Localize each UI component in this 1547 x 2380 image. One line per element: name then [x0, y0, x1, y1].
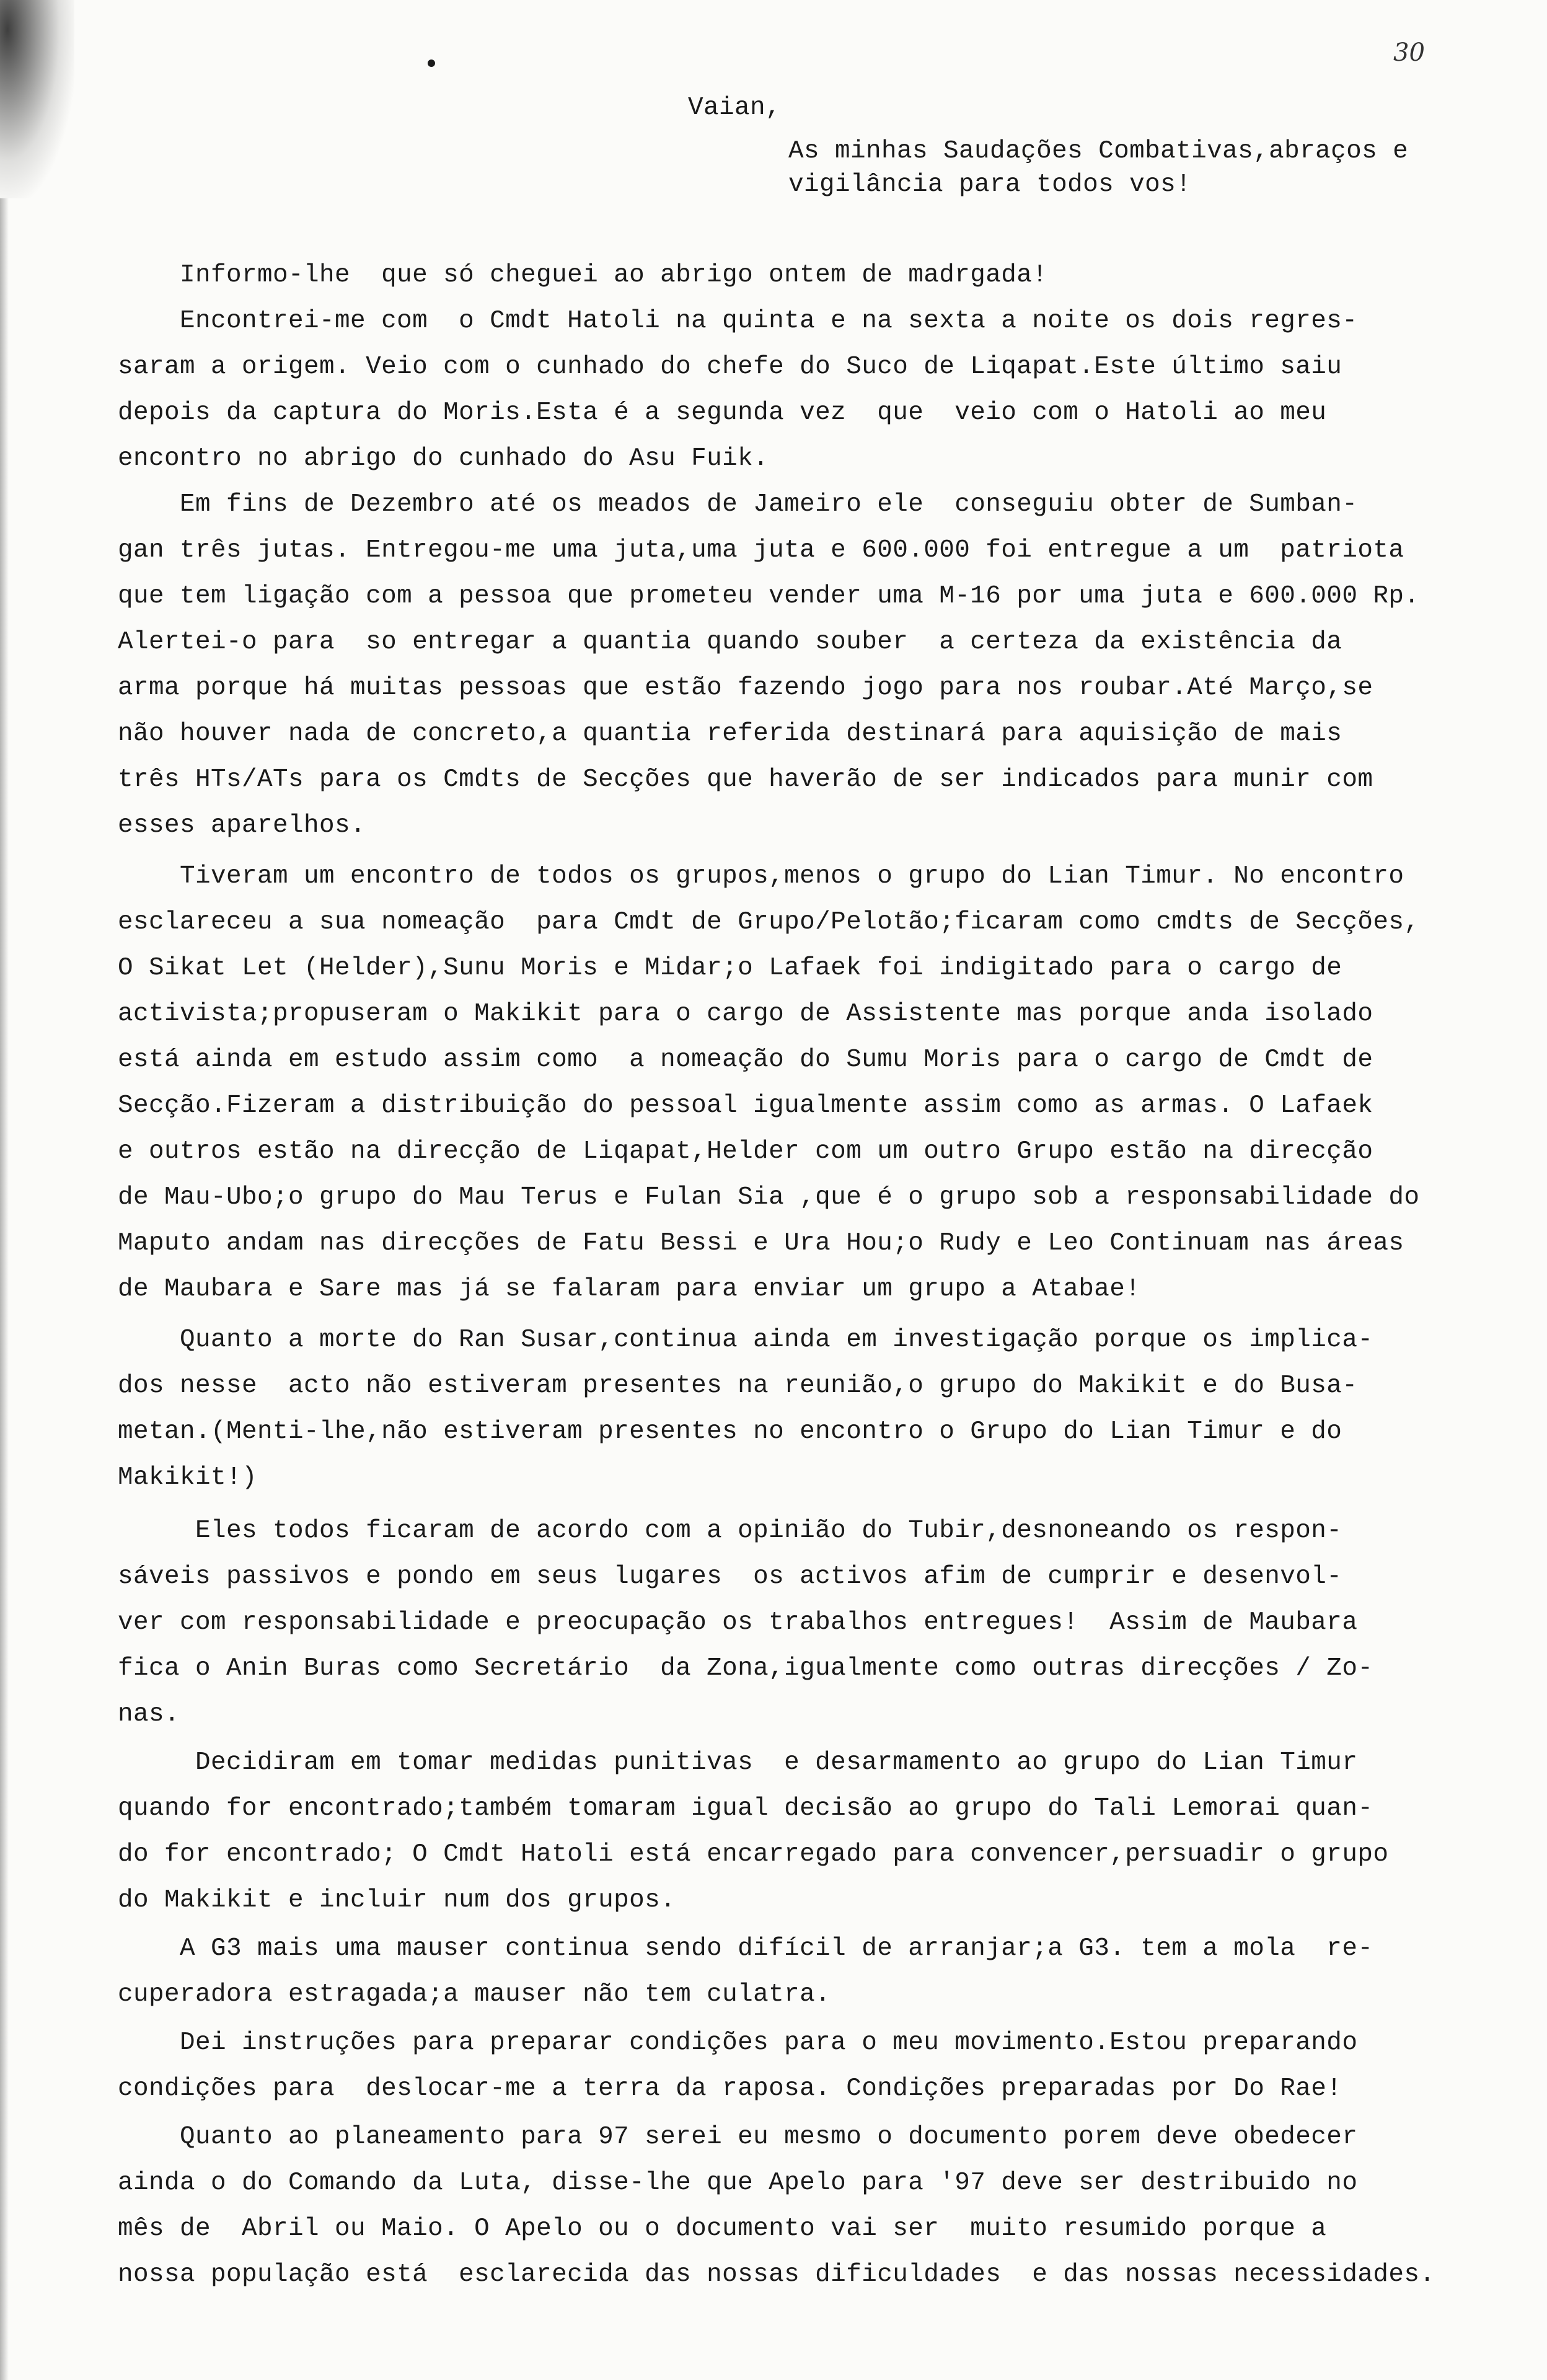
- body-line: A G3 mais uma mauser continua sendo difícil de arranjar;a G3. tem a mola re-: [118, 1934, 1373, 1963]
- body-line: Decidiram em tomar medidas punitivas e desarmamento ao grupo do Lian Timur: [118, 1748, 1358, 1777]
- body-line: Quanto a morte do Ran Susar,continua ainda em investigação porque os implica-: [118, 1326, 1373, 1354]
- scan-edge-stain: [0, 0, 74, 198]
- body-line: três HTs/ATs para os Cmdts de Secções que haverão de ser indicados para munir com: [118, 765, 1373, 794]
- body-line: nas.: [118, 1700, 180, 1729]
- body-line: ver com responsabilidade e preocupação os trabalhos entregues! Assim de Maubara: [118, 1608, 1358, 1637]
- body-line: metan.(Menti-lhe,não estiveram presentes no encontro o Grupo do Lian Timur e do: [118, 1417, 1342, 1446]
- body-line: e outros estão na direcção de Liqapat,Helder com um outro Grupo estão na direcção: [118, 1137, 1373, 1166]
- body-line: esses aparelhos.: [118, 811, 366, 840]
- body-line: nossa população está esclarecida das nossas dificuldades e das nossas necessidades.: [118, 2260, 1435, 2289]
- body-line: encontro no abrigo do cunhado do Asu Fuik.: [118, 444, 769, 473]
- body-line: de Mau-Ubo;o grupo do Mau Terus e Fulan Sia ,que é o grupo sob a responsabilidade do: [118, 1183, 1420, 1212]
- body-line: Tiveram um encontro de todos os grupos,menos o grupo do Lian Timur. No encontro: [118, 862, 1404, 891]
- body-line: Eles todos ficaram de acordo com a opinião do Tubir,desnoneando os respon-: [118, 1517, 1342, 1545]
- body-line: cuperadora estragada;a mauser não tem culatra.: [118, 1980, 831, 2009]
- body-line: condições para deslocar-me a terra da raposa. Condições preparadas por Do Rae!: [118, 2074, 1342, 2103]
- body-line: esclareceu a sua nomeação para Cmdt de Grupo/Pelotão;ficaram como cmdts de Secções,: [118, 908, 1420, 937]
- body-line: Encontrei-me com o Cmdt Hatoli na quinta e na sexta a noite os dois regres-: [118, 307, 1358, 335]
- body-line: Maputo andam nas direcções de Fatu Bessi e Ura Hou;o Rudy e Leo Continuam nas áreas: [118, 1229, 1404, 1258]
- body-line: depois da captura do Moris.Esta é a segunda vez que veio com o Hatoli ao meu: [118, 399, 1327, 427]
- page-number: 30: [1393, 38, 1425, 67]
- body-line: não houver nada de concreto,a quantia referida destinará para aquisição de mais: [118, 720, 1342, 748]
- body-line: Alertei-o para so entregar a quantia quando souber a certeza da existência da: [118, 628, 1342, 656]
- body-line: que tem ligação com a pessoa que prometeu vender uma M-16 por uma juta e 600.000 Rp.: [118, 582, 1420, 610]
- body-line: Makikit!): [118, 1463, 258, 1492]
- body-line: Dei instruções para preparar condições para o meu movimento.Estou preparando: [118, 2029, 1358, 2057]
- greeting-line: vigilância para todos vos!: [788, 170, 1192, 199]
- body-line: sáveis passivos e pondo em seus lugares os activos afim de cumprir e desenvol-: [118, 1562, 1342, 1591]
- body-line: quando for encontrado;também tomaram igual decisão ao grupo do Tali Lemorai quan-: [118, 1794, 1373, 1823]
- body-line: dos nesse acto não estiveram presentes na reunião,o grupo do Makikit e do Busa-: [118, 1372, 1358, 1400]
- body-line: saram a origem. Veio com o cunhado do chefe do Suco de Liqapat.Este último saiu: [118, 353, 1342, 381]
- scan-edge-shadow: [0, 198, 9, 2380]
- body-line: ainda o do Comando da Luta, disse-lhe que Apelo para '97 deve ser destribuido no: [118, 2169, 1358, 2197]
- body-line: do for encontrado; O Cmdt Hatoli está encarregado para convencer,persuadir o grupo: [118, 1840, 1389, 1869]
- body-line: do Makikit e incluir num dos grupos.: [118, 1886, 676, 1915]
- body-line: está ainda em estudo assim como a nomeação do Sumu Moris para o cargo de Cmdt de: [118, 1046, 1373, 1074]
- salutation: Vaian,: [688, 94, 782, 122]
- body-line: arma porque há muitas pessoas que estão fazendo jogo para nos roubar.Até Março,se: [118, 674, 1373, 702]
- body-line: de Maubara e Sare mas já se falaram para enviar um grupo a Atabae!: [118, 1275, 1141, 1303]
- body-line: Secção.Fizeram a distribuição do pessoal igualmente assim como as armas. O Lafaek: [118, 1091, 1373, 1120]
- greeting-line: As minhas Saudações Combativas,abraços e: [788, 137, 1409, 165]
- body-line: Em fins de Dezembro até os meados de Jameiro ele conseguiu obter de Sumban-: [118, 490, 1358, 519]
- body-line: activista;propuseram o Makikit para o cargo de Assistente mas porque anda isolado: [118, 1000, 1373, 1028]
- body-line: fica o Anin Buras como Secretário da Zona,igualmente como outras direcções / Zo-: [118, 1654, 1373, 1683]
- body-line: O Sikat Let (Helder),Sunu Moris e Midar;o Lafaek foi indigitado para o cargo de: [118, 954, 1342, 982]
- body-line: mês de Abril ou Maio. O Apelo ou o documento vai ser muito resumido porque a: [118, 2215, 1327, 2243]
- body-line: Informo-lhe que só cheguei ao abrigo ontem de madrgada!: [118, 261, 1048, 289]
- body-line: gan três jutas. Entregou-me uma juta,uma juta e 600.000 foi entregue a um patriota: [118, 536, 1404, 565]
- body-line: Quanto ao planeamento para 97 serei eu mesmo o documento porem deve obedecer: [118, 2123, 1358, 2151]
- ink-dot: [428, 60, 435, 67]
